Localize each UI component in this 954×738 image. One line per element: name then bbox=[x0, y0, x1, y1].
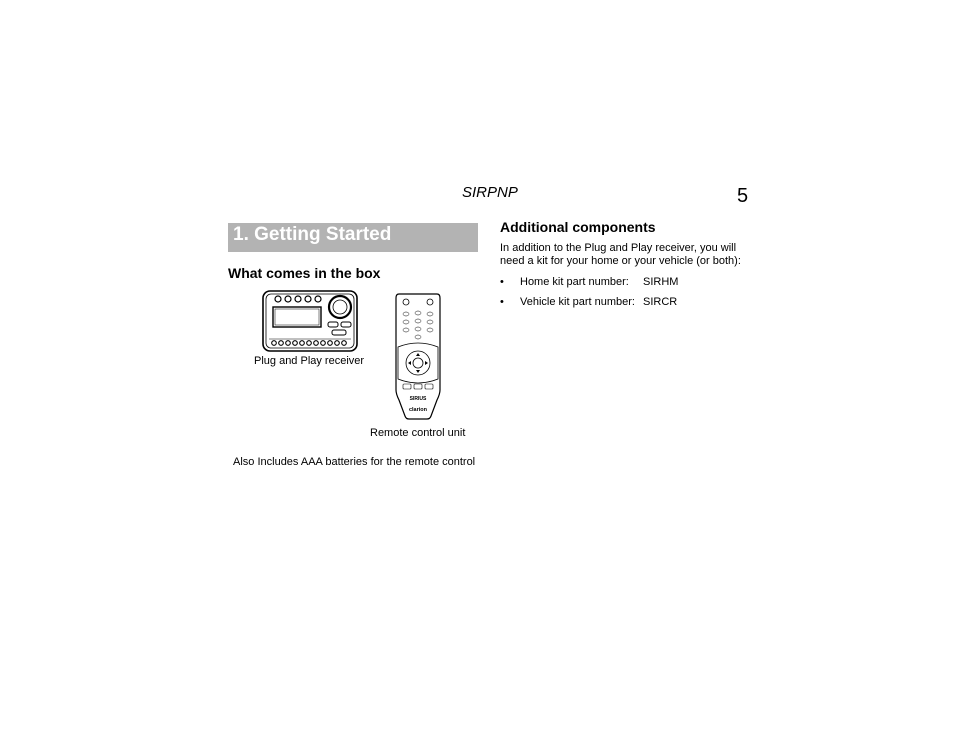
additional-components-heading: Additional components bbox=[500, 219, 656, 235]
remote-brand-bottom: clarion bbox=[408, 407, 428, 413]
bullet-marker: • bbox=[500, 296, 504, 308]
vehicle-kit-part-number: SIRCR bbox=[643, 296, 678, 308]
bullet-marker: • bbox=[500, 276, 504, 288]
receiver-illustration bbox=[262, 290, 358, 352]
list-item bbox=[500, 276, 760, 290]
section-title-bar bbox=[228, 223, 478, 252]
remote-illustration bbox=[394, 292, 442, 422]
box-contents-heading: What comes in the box bbox=[228, 265, 381, 281]
list-item bbox=[500, 296, 760, 310]
receiver-caption: Plug and Play receiver bbox=[254, 355, 365, 367]
home-kit-part-number: SIRHM bbox=[643, 276, 679, 288]
vehicle-kit-label: Vehicle kit part number: bbox=[520, 296, 635, 308]
remote-brand-top: SIRIUS bbox=[409, 396, 427, 402]
also-includes-note: Also Includes AAA batteries for the remote control bbox=[233, 456, 476, 468]
additional-components-paragraph: In addition to the Plug and Play receiver, you will need a kit for your home or your vehicle (or both): bbox=[500, 242, 741, 267]
home-kit-label: Home kit part number: bbox=[520, 276, 629, 288]
section-title: 1. Getting Started bbox=[233, 224, 392, 245]
remote-caption: Remote control unit bbox=[370, 427, 466, 439]
page-number: 5 bbox=[737, 185, 749, 207]
model-name: SIRPNP bbox=[462, 184, 518, 201]
